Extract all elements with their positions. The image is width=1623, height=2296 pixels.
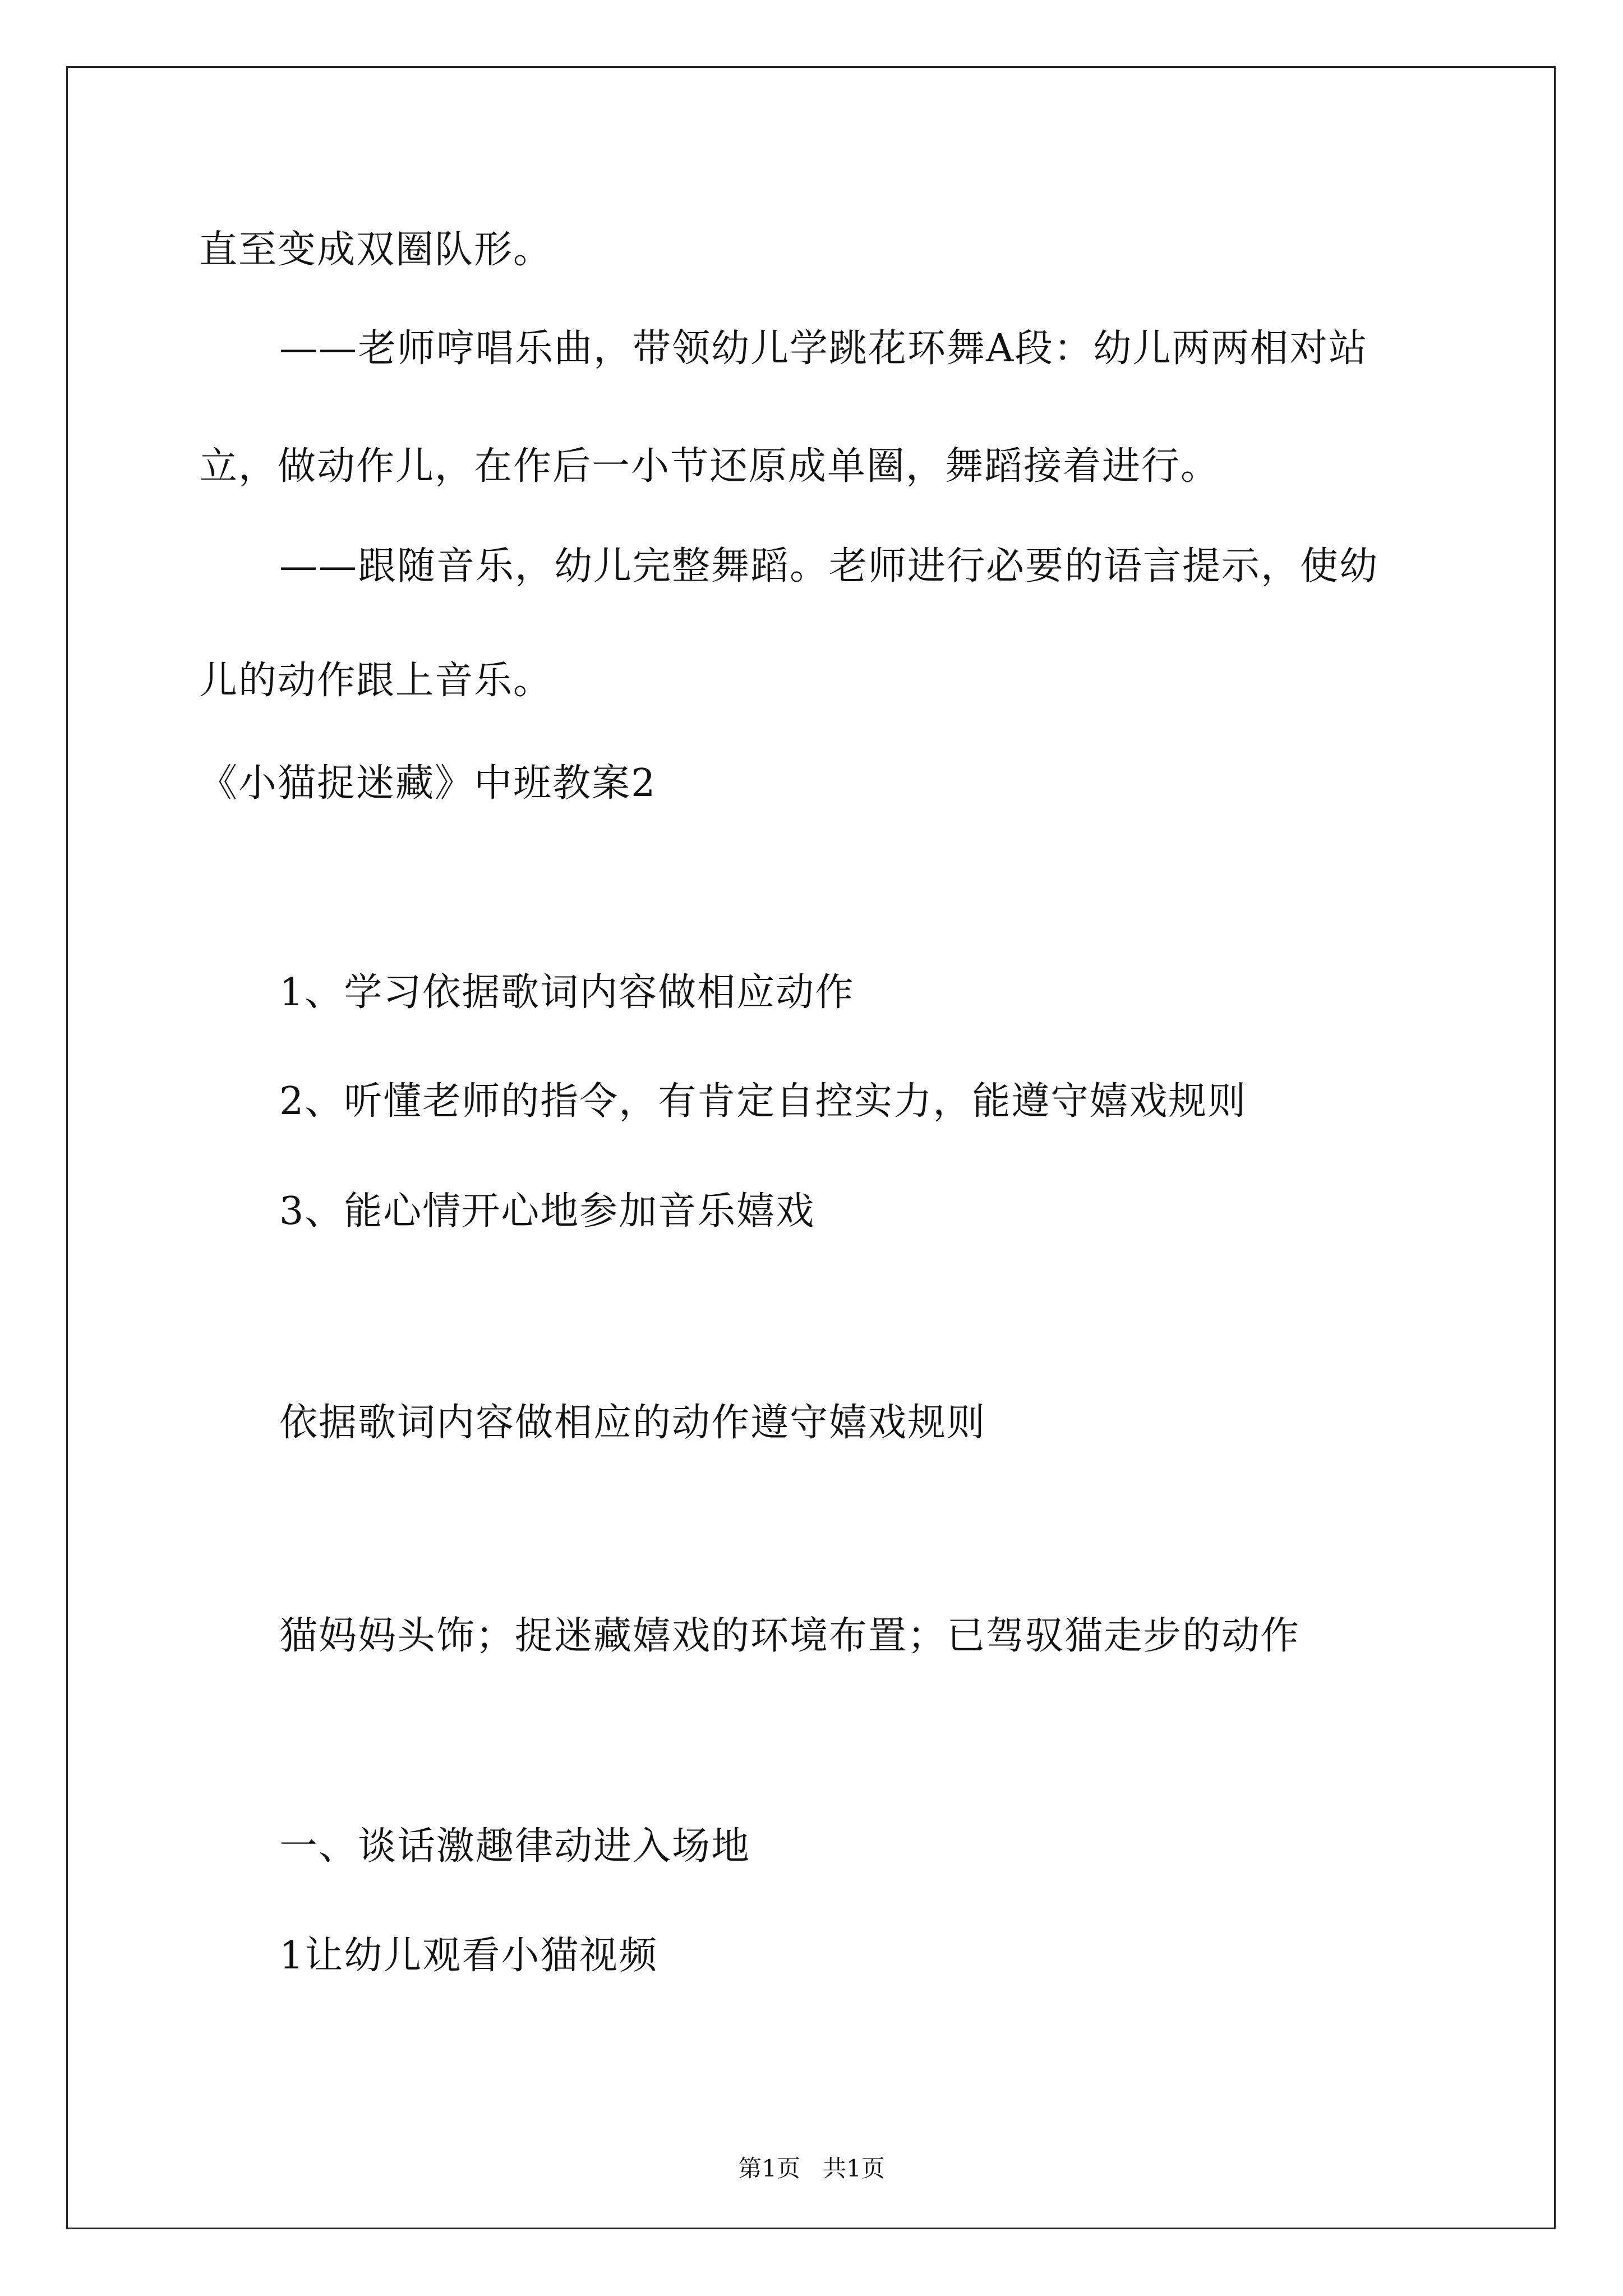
paragraph-line: ——跟随音乐，幼儿完整舞蹈。老师进行必要的语言提示，使幼 xyxy=(279,544,1379,588)
section-heading: 《小猫捉迷藏》中班教案2 xyxy=(199,761,657,806)
list-item: 2、听懂老师的指令，有肯定自控实力，能遵守嬉戏规则 xyxy=(279,1079,1247,1124)
paragraph-line: 1让幼儿观看小猫视频 xyxy=(279,1934,658,1978)
list-item: 1、学习依据歌词内容做相应动作 xyxy=(279,970,855,1015)
paragraph-line: 直至变成双圈队形。 xyxy=(199,228,553,272)
paragraph-line: ——老师哼唱乐曲，带领幼儿学跳花环舞A段：幼儿两两相对站 xyxy=(279,326,1368,371)
paragraph-line: 儿的动作跟上音乐。 xyxy=(199,659,553,703)
list-item: 3、能心情开心地参加音乐嬉戏 xyxy=(279,1189,815,1234)
paragraph-line: 依据歌词内容做相应的动作遵守嬉戏规则 xyxy=(279,1401,986,1445)
page-footer: 第1页 共1页 xyxy=(738,2155,885,2182)
paragraph-line: 一、谈话激趣律动进入场地 xyxy=(279,1824,751,1869)
page-border xyxy=(66,66,1556,2229)
paragraph-line: 猫妈妈头饰；捉迷藏嬉戏的环境布置；已驾驭猫走步的动作 xyxy=(279,1614,1301,1658)
paragraph-line: 立，做动作儿，在作后一小节还原成单圈，舞蹈接着进行。 xyxy=(199,444,1220,489)
